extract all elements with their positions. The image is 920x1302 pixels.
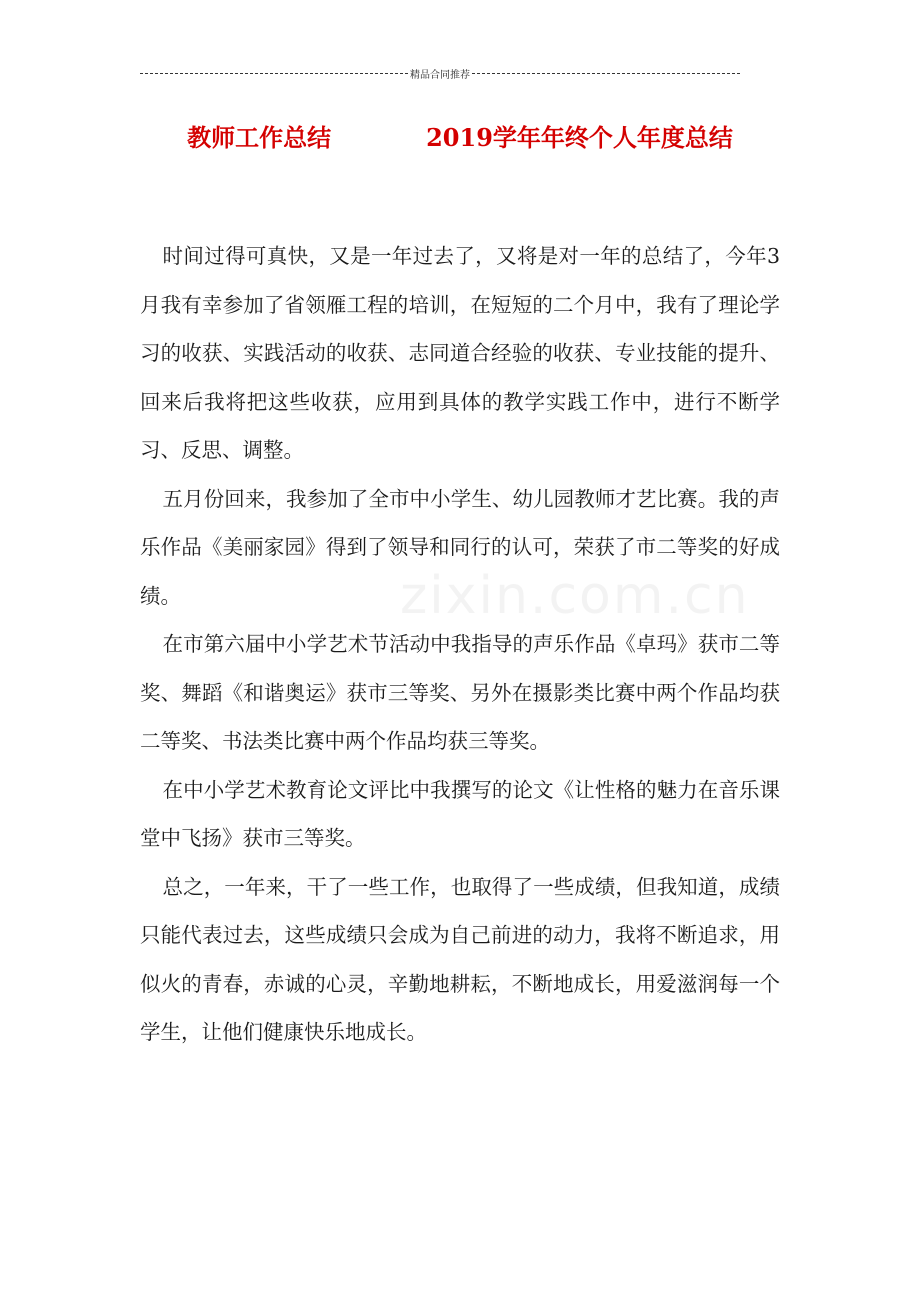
title-part-1: 教师工作总结 [187,123,332,152]
header-label: 精品合同推荐 [410,70,470,81]
document-body [140,232,780,1057]
header-rule-left [140,73,408,74]
paragraph: 在市第六届中小学艺术节活动中我指导的声乐作品《卓玛》获市二等奖、舞蹈《和谐奥运》获市三等奖、另外在摄影类比赛中两个作品均获二等奖、书法类比赛中两个作品均获三等奖。 [140,632,780,753]
title-part-2: 2019学年年终个人年度总结 [426,123,733,152]
paragraph: 在中小学艺术教育论文评比中我撰写的论文《让性格的魅力在音乐课堂中飞扬》获市三等奖。 [140,777,780,850]
paragraph: 五月份回来，我参加了全市中小学生、幼儿园教师才艺比赛。我的声乐作品《美丽家园》得到了领导和同行的认可，荣获了市二等奖的好成绩。 [140,486,780,608]
watermark: zixin.com.cn [400,566,750,626]
paragraph: 总之，一年来，干了一些工作，也取得了一些成绩，但我知道，成绩只能代表过去，这些成绩只会成为自己前进的动力，我将不断追求，用似火的青春，赤诚的心灵，辛勤地耕耘，不断地成长，用爱滋润每一个学生，让他们健康快乐地成长。 [140,874,780,1044]
header-rule-right [472,73,740,74]
page-header [140,66,740,81]
paragraph: 时间过得可真快，又是一年过去了，又将是对一年的总结了，今年3月我有幸参加了省领雁工程的培训，在短短的二个月中，我有了理论学习的收获、实践活动的收获、志同道合经验的收获、专业技能的提升、回来后我将把这些收获，应用到具体的教学实践工作中，进行不断学习、反思、调整。 [140,244,780,462]
document-title [0,118,920,153]
